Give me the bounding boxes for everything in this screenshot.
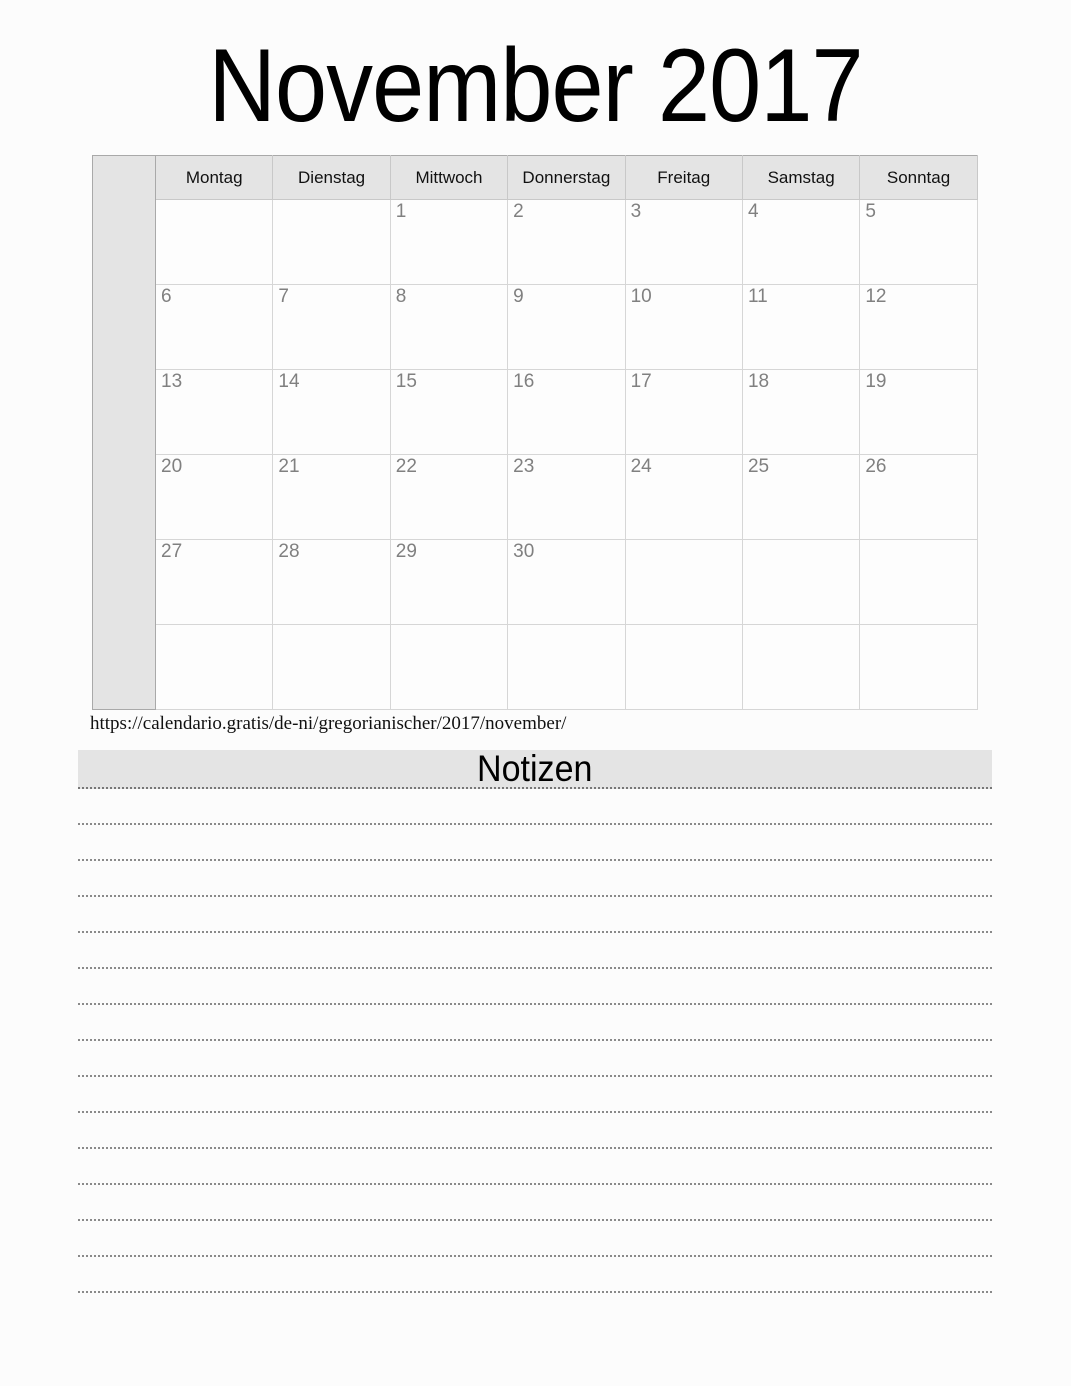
day-cell[interactable] bbox=[156, 455, 273, 540]
day-cell-empty[interactable] bbox=[860, 540, 977, 625]
note-line[interactable] bbox=[78, 897, 992, 933]
calendar-week-row bbox=[93, 625, 978, 710]
day-number: 10 bbox=[630, 286, 652, 307]
day-number: 26 bbox=[865, 456, 887, 477]
weekday-header-5: Samstag bbox=[742, 156, 859, 200]
day-cell[interactable] bbox=[390, 200, 507, 285]
day-number: 6 bbox=[161, 286, 172, 307]
day-cell-empty[interactable] bbox=[742, 540, 859, 625]
day-number: 16 bbox=[513, 371, 535, 392]
day-cell[interactable] bbox=[273, 540, 390, 625]
weekday-header-4: Freitag bbox=[625, 156, 742, 200]
day-number: 15 bbox=[395, 371, 417, 392]
day-cell-empty[interactable] bbox=[156, 625, 273, 710]
day-cell[interactable] bbox=[390, 370, 507, 455]
day-cell[interactable] bbox=[390, 540, 507, 625]
day-number: 5 bbox=[865, 201, 876, 222]
note-line[interactable] bbox=[78, 1077, 992, 1113]
notes-section bbox=[78, 750, 992, 1293]
note-line[interactable] bbox=[78, 1149, 992, 1185]
notes-title: Notizen bbox=[477, 750, 593, 789]
day-number: 18 bbox=[747, 371, 770, 392]
note-line[interactable] bbox=[78, 1221, 992, 1257]
day-number: 12 bbox=[865, 286, 887, 307]
calendar-week-row bbox=[93, 370, 978, 455]
note-line[interactable] bbox=[78, 969, 992, 1005]
day-number: 14 bbox=[278, 371, 300, 392]
day-number: 2 bbox=[513, 201, 524, 222]
day-cell[interactable] bbox=[273, 285, 390, 370]
note-line[interactable] bbox=[78, 1041, 992, 1077]
day-number: 4 bbox=[747, 201, 759, 222]
day-number: 22 bbox=[395, 456, 417, 477]
day-number: 28 bbox=[278, 541, 300, 562]
note-line[interactable] bbox=[78, 825, 992, 861]
weekday-header-0: Montag bbox=[156, 156, 273, 200]
day-number: 1 bbox=[395, 201, 407, 222]
day-cell[interactable] bbox=[508, 200, 625, 285]
day-number: 19 bbox=[865, 371, 887, 392]
weekday-header-6: Sonntag bbox=[860, 156, 977, 200]
day-cell[interactable] bbox=[742, 285, 859, 370]
day-cell[interactable] bbox=[390, 455, 507, 540]
day-number: 8 bbox=[395, 286, 407, 307]
note-line[interactable] bbox=[78, 1185, 992, 1221]
day-cell-empty[interactable] bbox=[390, 625, 507, 710]
day-number: 13 bbox=[161, 371, 183, 392]
day-cell[interactable] bbox=[156, 370, 273, 455]
day-cell[interactable] bbox=[273, 455, 390, 540]
day-cell[interactable] bbox=[508, 455, 625, 540]
day-cell-empty[interactable] bbox=[742, 625, 859, 710]
day-number: 24 bbox=[630, 456, 652, 477]
day-number: 7 bbox=[278, 286, 289, 307]
day-cell[interactable] bbox=[156, 285, 273, 370]
day-cell[interactable] bbox=[625, 370, 742, 455]
notes-header bbox=[78, 750, 992, 789]
day-cell-empty[interactable] bbox=[860, 625, 977, 710]
note-line[interactable] bbox=[78, 1257, 992, 1293]
day-number: 21 bbox=[278, 456, 300, 477]
note-line[interactable] bbox=[78, 1113, 992, 1149]
day-cell-empty[interactable] bbox=[625, 540, 742, 625]
calendar-grid bbox=[92, 155, 977, 707]
note-line[interactable] bbox=[78, 861, 992, 897]
day-cell[interactable] bbox=[508, 540, 625, 625]
calendar-week-row bbox=[93, 285, 978, 370]
note-line[interactable] bbox=[78, 789, 992, 825]
day-number: 3 bbox=[630, 201, 642, 222]
day-cell-empty[interactable] bbox=[625, 625, 742, 710]
day-number: 9 bbox=[513, 286, 524, 307]
calendar-header-row bbox=[93, 156, 978, 200]
day-cell[interactable] bbox=[625, 200, 742, 285]
calendar-week-row bbox=[93, 540, 978, 625]
day-cell[interactable] bbox=[508, 370, 625, 455]
day-number: 29 bbox=[395, 541, 417, 562]
page-title: November 2017 bbox=[208, 28, 863, 144]
notes-lines bbox=[78, 789, 992, 1293]
day-number: 11 bbox=[747, 286, 768, 307]
weekday-header-3: Donnerstag bbox=[508, 156, 625, 200]
day-cell[interactable] bbox=[860, 285, 977, 370]
note-line[interactable] bbox=[78, 1005, 992, 1041]
day-cell-empty[interactable] bbox=[508, 625, 625, 710]
day-cell[interactable] bbox=[625, 455, 742, 540]
note-line[interactable] bbox=[78, 933, 992, 969]
day-cell[interactable] bbox=[156, 540, 273, 625]
day-cell[interactable] bbox=[742, 370, 859, 455]
day-number: 23 bbox=[513, 456, 535, 477]
day-number: 25 bbox=[747, 456, 770, 477]
calendar-week-row bbox=[93, 455, 978, 540]
day-cell[interactable] bbox=[390, 285, 507, 370]
day-cell-empty[interactable] bbox=[156, 200, 273, 285]
day-cell[interactable] bbox=[860, 200, 977, 285]
week-gutter-column bbox=[93, 156, 156, 710]
calendar-week-row bbox=[93, 200, 978, 285]
weekday-header-1: Dienstag bbox=[273, 156, 390, 200]
day-cell-empty[interactable] bbox=[273, 625, 390, 710]
day-number: 20 bbox=[161, 456, 183, 477]
calendar-table bbox=[92, 155, 978, 710]
day-cell[interactable] bbox=[508, 285, 625, 370]
weekday-header-2: Mittwoch bbox=[390, 156, 507, 200]
source-url[interactable]: https://calendario.gratis/de-ni/gregorianischer/2017/november/ bbox=[90, 713, 567, 734]
day-cell[interactable] bbox=[625, 285, 742, 370]
day-number: 30 bbox=[513, 541, 535, 562]
day-cell[interactable] bbox=[742, 200, 859, 285]
day-cell[interactable] bbox=[860, 370, 977, 455]
day-cell[interactable] bbox=[273, 370, 390, 455]
day-cell[interactable] bbox=[742, 455, 859, 540]
day-cell-empty[interactable] bbox=[273, 200, 390, 285]
day-number: 17 bbox=[630, 371, 652, 392]
day-cell[interactable] bbox=[860, 455, 977, 540]
day-number: 27 bbox=[161, 541, 183, 562]
